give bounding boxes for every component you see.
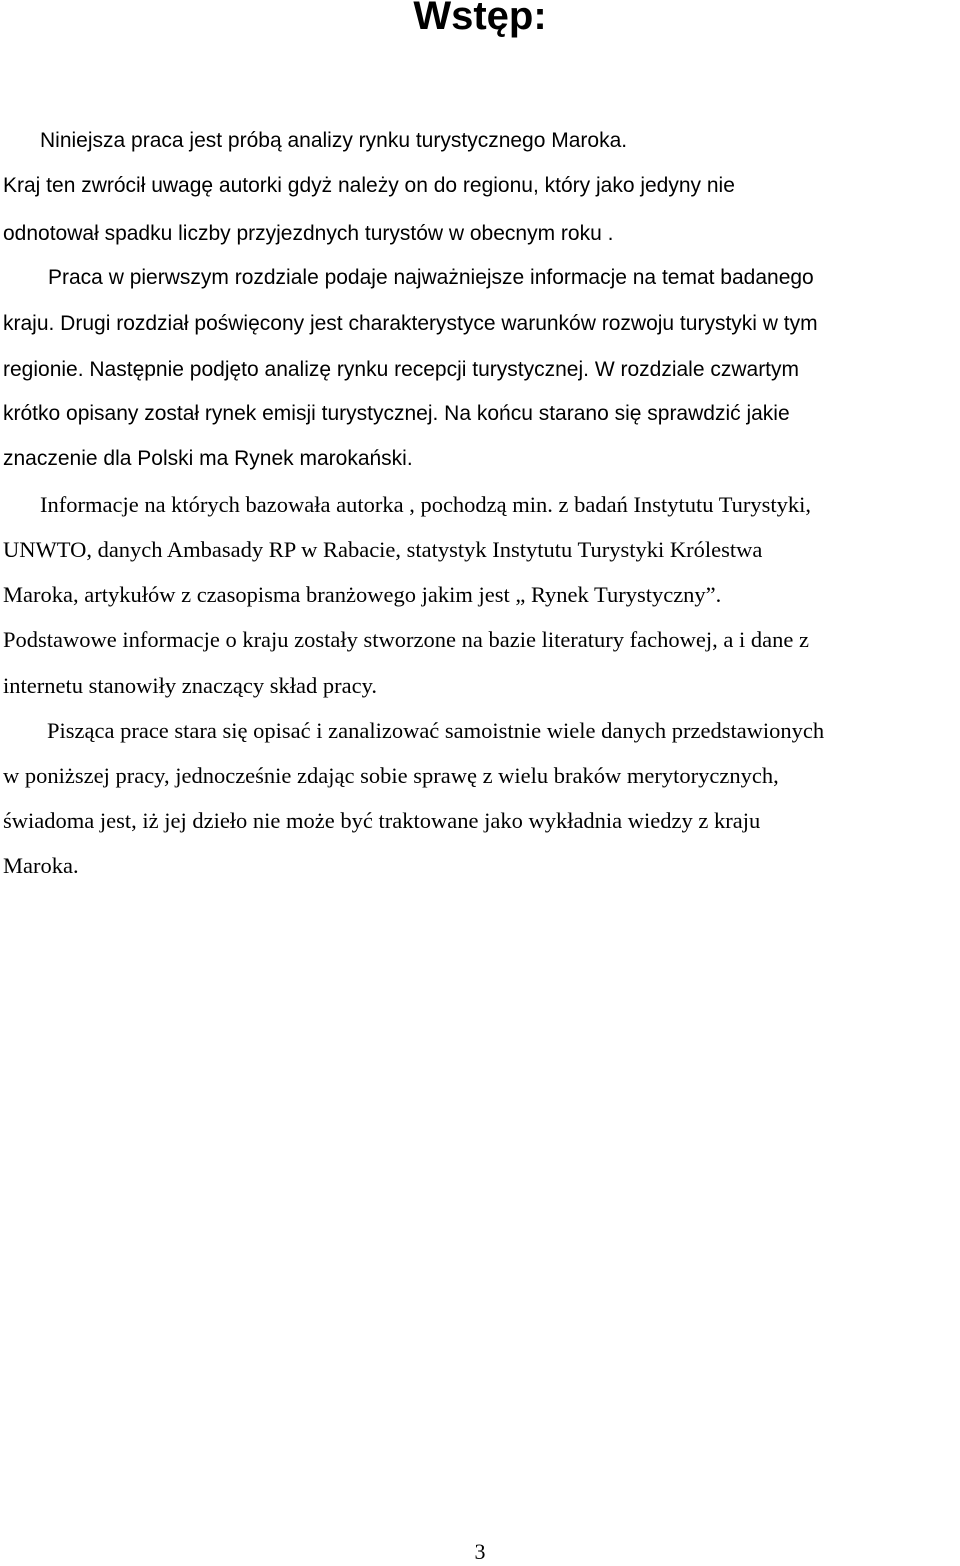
text-line: Podstawowe informacje o kraju zostały stworzone na bazie literatury fachowej, a i dane z xyxy=(3,627,809,652)
page-title: Wstęp: xyxy=(413,0,547,38)
text-line: Niniejsza praca jest próbą analizy rynku turystycznego Maroka. xyxy=(40,129,628,152)
text-line: Maroka, artykułów z czasopisma branżowego jakim jest „ Rynek Turystyczny”. xyxy=(3,582,722,607)
text-line: Kraj ten zwrócił uwagę autorki gdyż należy on do regionu, który jako jedyny nie xyxy=(3,174,735,197)
page-number: 3 xyxy=(474,1539,486,1564)
text-line: odnotował spadku liczby przyjezdnych turystów w obecnym roku . xyxy=(3,222,614,245)
text-line: w poniższej pracy, jednocześnie zdając sobie sprawę z wielu braków merytorycznych, xyxy=(3,763,779,788)
text-line: świadoma jest, iż jej dzieło nie może być traktowane jako wykładnia wiedzy z kraju xyxy=(3,808,761,833)
text-line: Informacje na których bazowała autorka , pochodzą min. z badań Instytutu Turystyki, xyxy=(40,492,812,517)
text-line: krótko opisany został rynek emisji turystycznej. Na końcu starano się sprawdzić jakie xyxy=(3,402,790,425)
text-line: kraju. Drugi rozdział poświęcony jest charakterystyce warunków rozwoju turystyki w tym xyxy=(3,312,818,335)
text-line: regionie. Następnie podjęto analizę rynku recepcji turystycznej. W rozdziale czwartym xyxy=(3,358,800,381)
text-line: znaczenie dla Polski ma Rynek marokański. xyxy=(3,447,413,470)
text-line: Praca w pierwszym rozdziale podaje najważniejsze informacje na temat badanego xyxy=(48,266,814,289)
text-line: internetu stanowiły znaczący skład pracy. xyxy=(3,673,378,698)
text-line: UNWTO, danych Ambasady RP w Rabacie, statystyk Instytutu Turystyki Królestwa xyxy=(3,537,763,562)
text-line: Pisząca prace stara się opisać i zanalizować samoistnie wiele danych przedstawionych xyxy=(47,718,825,743)
text-line: Maroka. xyxy=(3,853,79,878)
